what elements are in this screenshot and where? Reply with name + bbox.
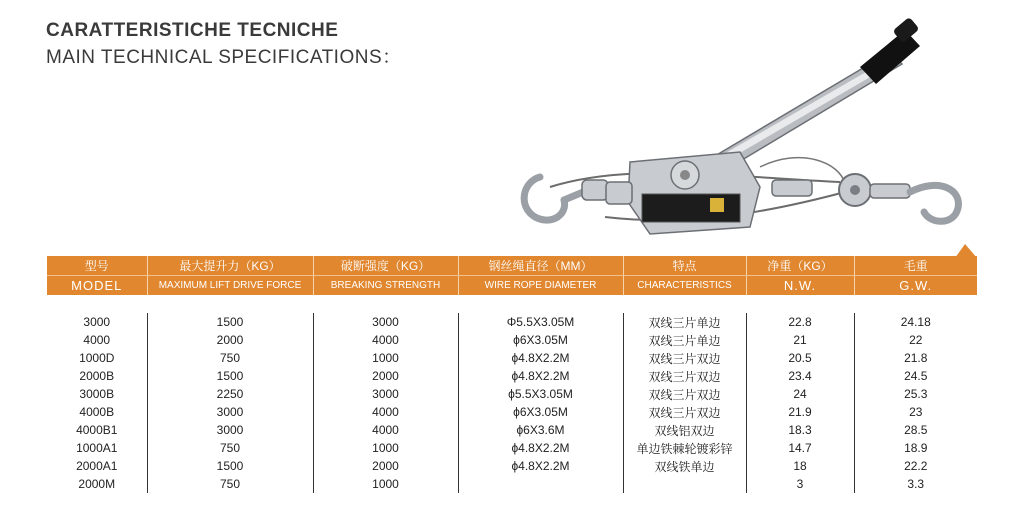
- cell-net-weight: 18: [746, 457, 854, 475]
- table-body: [47, 295, 977, 493]
- spacer-row: [47, 295, 977, 313]
- cell-net-weight: 21: [746, 331, 854, 349]
- cell-max-lift: 1500: [147, 367, 313, 385]
- cell-model: 3000: [83, 315, 111, 329]
- col-zh-model: 型号: [47, 256, 147, 276]
- cell-max-lift: 1500: [147, 457, 313, 475]
- col-en-gross-weight: G.W.: [854, 276, 977, 296]
- cell-net-weight: 24: [746, 385, 854, 403]
- cell-gross-weight: 25.3: [854, 385, 977, 403]
- cell-characteristics: 双线三片双边: [623, 385, 746, 403]
- cell-rope-diameter: Φ5.5X3.05M: [458, 313, 623, 331]
- col-zh-breaking: 破断强度（KG）: [313, 256, 458, 276]
- cell-model: 2000M: [78, 477, 116, 491]
- cell-model: 4000B1: [76, 423, 118, 437]
- cell-rope-diameter: ϕ5.5X3.05M: [458, 385, 623, 403]
- col-zh-net-weight: 净重（KG）: [746, 256, 854, 276]
- cell-gross-weight: 24.18: [854, 313, 977, 331]
- specifications-table-container: [47, 256, 977, 493]
- col-zh-gross-weight: 毛重: [854, 256, 977, 276]
- cell-characteristics: 双线三片双边: [623, 403, 746, 421]
- cell-net-weight: 3: [746, 475, 854, 493]
- cell-max-lift: 750: [147, 439, 313, 457]
- cell-breaking: 2000: [313, 457, 458, 475]
- table-row: [47, 367, 977, 385]
- cell-breaking: 4000: [313, 403, 458, 421]
- col-en-net-weight: N.W.: [746, 276, 854, 296]
- table-row: [47, 421, 977, 439]
- cell-max-lift: 3000: [147, 421, 313, 439]
- cell-breaking: 3000: [313, 313, 458, 331]
- specifications-table: [47, 256, 977, 493]
- col-en-rope-diameter: WIRE ROPE DIAMETER: [458, 276, 623, 296]
- header-row-chinese: [47, 256, 977, 276]
- cell-breaking: 2000: [313, 367, 458, 385]
- cell-characteristics: 双线铁单边: [623, 457, 746, 475]
- cable-puller-image: [510, 12, 980, 252]
- cell-model: 1000D: [79, 351, 115, 365]
- cell-characteristics: 双线三片双边: [623, 367, 746, 385]
- cell-breaking: 4000: [313, 421, 458, 439]
- cell-characteristics: 双线三片单边: [623, 331, 746, 349]
- table-row: [47, 349, 977, 367]
- cell-gross-weight: 21.8: [854, 349, 977, 367]
- col-en-max-lift: MAXIMUM LIFT DRIVE FORCE: [147, 276, 313, 296]
- cell-net-weight: 20.5: [746, 349, 854, 367]
- cell-model: 2000B: [79, 369, 115, 383]
- header-row-english: [47, 276, 977, 296]
- cell-max-lift: 3000: [147, 403, 313, 421]
- cell-rope-diameter: ϕ6X3.05M: [458, 403, 623, 421]
- cell-gross-weight: 24.5: [854, 367, 977, 385]
- cell-max-lift: 2250: [147, 385, 313, 403]
- cell-model: 2000A1: [76, 459, 118, 473]
- cell-rope-diameter: ϕ4.8X2.2M: [458, 367, 623, 385]
- cell-gross-weight: 28.5: [854, 421, 977, 439]
- table-row: [47, 439, 977, 457]
- cell-max-lift: 2000: [147, 331, 313, 349]
- col-zh-max-lift: 最大提升力（KG）: [147, 256, 313, 276]
- table-row: [47, 475, 977, 493]
- cell-breaking: 1000: [313, 439, 458, 457]
- cell-model: 4000: [83, 333, 111, 347]
- cell-max-lift: 750: [147, 349, 313, 367]
- cell-rope-diameter: ϕ6X3.6M: [458, 421, 623, 439]
- title-english: MAIN TECHNICAL SPECIFICATIONS：: [46, 47, 402, 68]
- cell-gross-weight: 18.9: [854, 439, 977, 457]
- col-zh-characteristics: 特点: [623, 256, 746, 276]
- cell-characteristics: [623, 475, 746, 493]
- cell-rope-diameter: ϕ6X3.05M: [458, 331, 623, 349]
- table-row: [47, 457, 977, 475]
- cell-gross-weight: 3.3: [854, 475, 977, 493]
- cell-characteristics: 双线三片单边: [623, 313, 746, 331]
- col-en-characteristics: CHARACTERISTICS: [623, 276, 746, 296]
- cell-breaking: 1000: [313, 475, 458, 493]
- cell-characteristics: 单边铁棘轮镀彩锌: [623, 439, 746, 457]
- cell-characteristics: 双线三片双边: [623, 349, 746, 367]
- cell-rope-diameter: ϕ4.8X2.2M: [458, 349, 623, 367]
- cell-characteristics: 双线铝双边: [623, 421, 746, 439]
- cell-net-weight: 18.3: [746, 421, 854, 439]
- cell-model: 3000B: [79, 387, 115, 401]
- table-row: [47, 313, 977, 331]
- cell-max-lift: 750: [147, 475, 313, 493]
- table-row: [47, 385, 977, 403]
- cell-breaking: 3000: [313, 385, 458, 403]
- title-italian: CARATTERISTICHE TECNICHE: [46, 20, 339, 41]
- cell-rope-diameter: ϕ4.8X2.2M: [458, 439, 623, 457]
- cell-breaking: 1000: [313, 349, 458, 367]
- col-en-breaking: BREAKING STRENGTH: [313, 276, 458, 296]
- cell-net-weight: 23.4: [746, 367, 854, 385]
- cell-model: 1000A1: [76, 441, 118, 455]
- col-zh-rope-diameter: 钢丝绳直径（MM）: [458, 256, 623, 276]
- cell-gross-weight: 22: [854, 331, 977, 349]
- cell-net-weight: 14.7: [746, 439, 854, 457]
- cell-net-weight: 22.8: [746, 313, 854, 331]
- cell-gross-weight: 23: [854, 403, 977, 421]
- cell-net-weight: 21.9: [746, 403, 854, 421]
- cell-max-lift: 1500: [147, 313, 313, 331]
- table-row: [47, 331, 977, 349]
- cell-rope-diameter: [458, 475, 623, 493]
- table-row: [47, 403, 977, 421]
- cell-rope-diameter: ϕ4.8X2.2M: [458, 457, 623, 475]
- col-en-model: MODEL: [47, 276, 147, 296]
- cell-gross-weight: 22.2: [854, 457, 977, 475]
- cell-breaking: 4000: [313, 331, 458, 349]
- cell-model: 4000B: [79, 405, 115, 419]
